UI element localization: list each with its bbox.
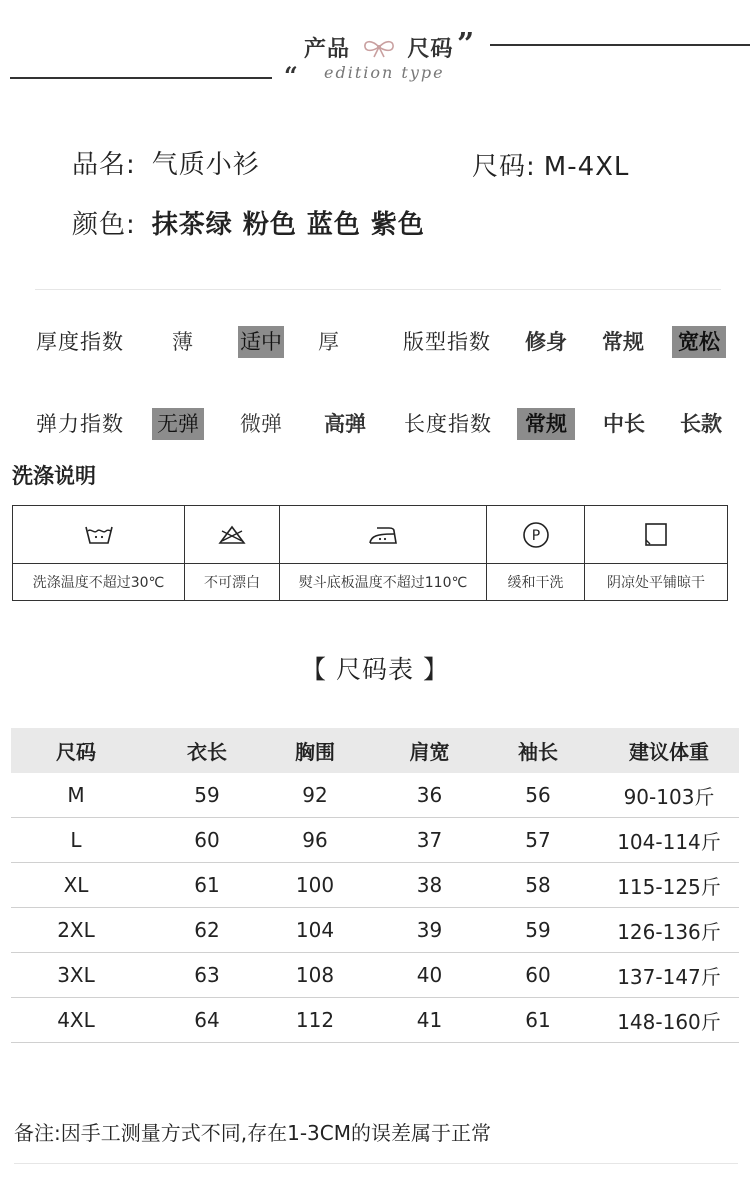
elasticity-option-none-selected: 无弹: [152, 408, 204, 440]
table-cell: 64: [194, 1008, 220, 1032]
iron-icon: [367, 523, 399, 547]
product-color-label: 颜色:: [72, 210, 136, 240]
size-table-title: 【 尺码表 】: [301, 655, 449, 684]
fit-option-regular: 常规: [602, 330, 644, 354]
table-row: [11, 863, 739, 908]
wash-cell: [185, 506, 280, 600]
table-cell: 104: [295, 918, 335, 942]
table-cell: 63: [194, 963, 220, 987]
header-divider-right: [490, 44, 750, 46]
no-bleach-icon: [217, 523, 247, 547]
title-right: 尺码: [407, 37, 454, 62]
product-color: [72, 204, 425, 241]
section-title: [304, 32, 453, 63]
table-cell: 92: [302, 783, 328, 807]
fit-label: 版型指数: [403, 330, 491, 354]
elasticity-label: 弹力指数: [36, 412, 124, 436]
table-cell: L: [70, 828, 82, 852]
table-cell: 112: [295, 1008, 335, 1032]
table-cell: 57: [525, 828, 551, 852]
table-cell: 115-125斤: [617, 874, 721, 899]
table-cell: 137-147斤: [617, 964, 721, 989]
table-cell: 61: [525, 1008, 551, 1032]
table-cell: 60: [194, 828, 220, 852]
table-row: [11, 953, 739, 998]
product-name: [72, 144, 260, 181]
table-cell: 60: [525, 963, 551, 987]
elasticity-option-high: 高弹: [324, 412, 366, 436]
thickness-option-thick: 厚: [318, 330, 339, 354]
size-table-header: [11, 728, 739, 773]
wash-text: 熨斗底板温度不超过110℃: [298, 575, 468, 591]
wash-text: 阴凉处平铺晾干: [607, 575, 705, 591]
dry-clean-p-icon: [521, 520, 551, 550]
thickness-label: 厚度指数: [36, 330, 124, 354]
table-cell: 38: [416, 873, 443, 897]
thickness-option-thin: 薄: [172, 330, 193, 354]
header-divider-left: [10, 77, 272, 79]
table-row: [11, 773, 739, 818]
table-cell: 41: [416, 1008, 443, 1032]
fit-option-slim: 修身: [525, 330, 567, 354]
table-cell: 58: [525, 873, 551, 897]
table-cell: 59: [194, 783, 220, 807]
table-cell: 62: [194, 918, 220, 942]
length-option-long: 长款: [680, 412, 722, 436]
table-cell: 56: [525, 783, 551, 807]
table-cell: 100: [295, 873, 335, 897]
quote-open: “: [284, 61, 298, 90]
table-row: [11, 818, 739, 863]
elasticity-option-slight: 微弹: [240, 412, 282, 436]
dry-flat-shade-icon: [642, 521, 670, 549]
table-cell: 39: [416, 918, 443, 942]
table-cell: 126-136斤: [617, 919, 721, 944]
divider: [35, 289, 721, 290]
quote-close: ”: [457, 27, 475, 62]
measurement-note: 备注:因手工测量方式不同,存在1-3CM的误差属于正常: [14, 1121, 491, 1145]
wash-30-icon: [84, 523, 114, 547]
wash-cell: [280, 506, 487, 600]
header-cell: 衣长: [187, 740, 227, 764]
table-cell: 37: [416, 828, 443, 852]
length-option-mid: 中长: [603, 412, 645, 436]
wash-cell: [13, 506, 185, 600]
product-size-value: M-4XL: [543, 152, 630, 182]
divider-bottom: [14, 1163, 738, 1164]
wash-cell: [585, 506, 727, 600]
table-cell: XL: [63, 873, 89, 897]
size-table: [11, 728, 739, 1043]
product-size: [472, 146, 629, 183]
table-row: [11, 998, 739, 1043]
header-cell: 袖长: [518, 740, 558, 764]
wash-cell: [487, 506, 585, 600]
bow-ribbon-icon: [361, 37, 397, 59]
table-cell: 148-160斤: [617, 1009, 721, 1034]
table-cell: 108: [295, 963, 335, 987]
title-left: 产品: [304, 37, 351, 62]
wash-table: [12, 505, 728, 601]
table-cell: 40: [416, 963, 443, 987]
svg-text:P: P: [531, 527, 540, 544]
table-cell: 104-114斤: [617, 829, 721, 854]
length-option-regular-selected: 常规: [517, 408, 575, 440]
header-cell: 胸围: [295, 740, 335, 764]
table-cell: 59: [525, 918, 551, 942]
table-cell: M: [67, 783, 85, 807]
product-size-label: 尺码:: [472, 152, 536, 182]
header-cell: 建议体重: [629, 740, 709, 764]
table-cell: 2XL: [57, 918, 95, 942]
table-cell: 61: [194, 873, 220, 897]
table-cell: 90-103斤: [623, 784, 715, 809]
table-cell: 96: [302, 828, 328, 852]
wash-text: 洗涤温度不超过30℃: [32, 575, 165, 591]
wash-text: 不可漂白: [204, 575, 260, 591]
header-cell: 肩宽: [409, 740, 450, 764]
table-cell: 36: [416, 783, 443, 807]
table-cell: 4XL: [57, 1008, 95, 1032]
fit-option-loose-selected: 宽松: [672, 326, 726, 358]
product-name-label: 品名:: [72, 150, 136, 180]
thickness-option-medium-selected: 适中: [238, 326, 284, 358]
subtitle: edition type: [324, 63, 445, 82]
table-row: [11, 908, 739, 953]
product-name-value: 气质小衫: [151, 150, 260, 180]
length-label: 长度指数: [404, 412, 492, 436]
wash-text: 缓和干洗: [507, 575, 564, 591]
product-color-value: 抹茶绿 粉色 蓝色 紫色: [151, 210, 425, 240]
header-cell: 尺码: [56, 740, 96, 764]
wash-title: 洗涤说明: [12, 464, 96, 488]
table-cell: 3XL: [57, 963, 95, 987]
